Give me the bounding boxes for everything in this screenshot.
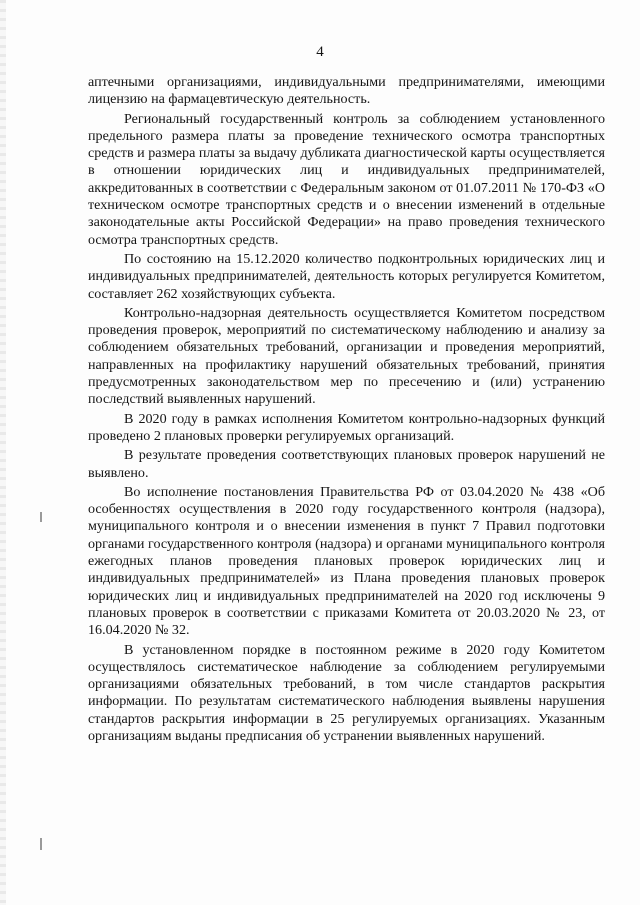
paragraph: В 2020 году в рамках исполнения Комитетом контрольно-надзорных функций проведено 2 плановых проверки регулируемых организаций. (88, 410, 605, 444)
paragraph: Контрольно-надзорная деятельность осуществляется Комитетом посредством проведения проверок, мероприятий по систематическому наблюдению и анализу за соблюдением обязательных требований, организации и проведения мероприятий, направленных на профилактику нарушений обязательных требований, принятия предусмотренных законодательством мер по пресечению и (или) устранению последствий выявленных нарушений. (88, 304, 605, 408)
margin-mark (40, 512, 42, 522)
paragraph: аптечными организациями, индивидуальными предпринимателями, имеющими лицензию на фармацевтическую деятельность. (88, 74, 605, 108)
paragraph: В результате проведения соответствующих плановых проверок нарушений не выявлено. (88, 447, 605, 481)
paragraph: Региональный государственный контроль за соблюдением установленного предельного размера платы за проведение технического осмотра транспортных средств и размера платы за выдачу дубликата диагностической карты осуществляется в отношении юридических лиц и индивидуальных предпринимателей, аккредитованных в соответствии с Федеральным законом от 01.07.2011 № 170-ФЗ «О техническом осмотре транспортных средств и о внесении изменений в отдельные законодательные акты Российской Федерации» на право проведения технического осмотра транспортных средств. (88, 110, 605, 248)
paragraph: По состоянию на 15.12.2020 количество подконтрольных юридических лиц и индивидуальных предпринимателей, деятельность которых регулируется Комитетом, составляет 262 хозяйствующих субъекта. (88, 250, 605, 302)
scan-edge (0, 0, 6, 905)
page-number: 4 (316, 44, 324, 60)
paragraph: В установленном порядке в постоянном режиме в 2020 году Комитетом осуществлялось систематическое наблюдение за соблюдением регулируемыми организациями обязательных требований, в том числе стандартов раскрытия информации. По результатам систематического наблюдения выявлены нарушения стандартов раскрытия информации в 25 регулируемых организациях. Указанным организациям выданы предписания об устранении выявленных нарушений. (88, 641, 605, 744)
margin-mark (40, 838, 42, 850)
document-body (88, 74, 605, 745)
paragraph: Во исполнение постановления Правительства РФ от 03.04.2020 № 438 «Об особенностях осуществления в 2020 году государственного контроля (надзора), муниципального контроля и о внесении изменения в пункт 7 Правил подготовки органами государственного контроля (надзора) и органами муниципального контроля ежегодных планов проведения плановых проверок юридических лиц и индивидуальных предпринимателей» из Плана проведения плановых проверок юридических лиц и индивидуальных предпринимателей на 2020 год исключены 9 плановых проверок в соответствии с приказами Комитета от 20.03.2020 № 23, от 16.04.2020 № 32. (88, 483, 605, 639)
